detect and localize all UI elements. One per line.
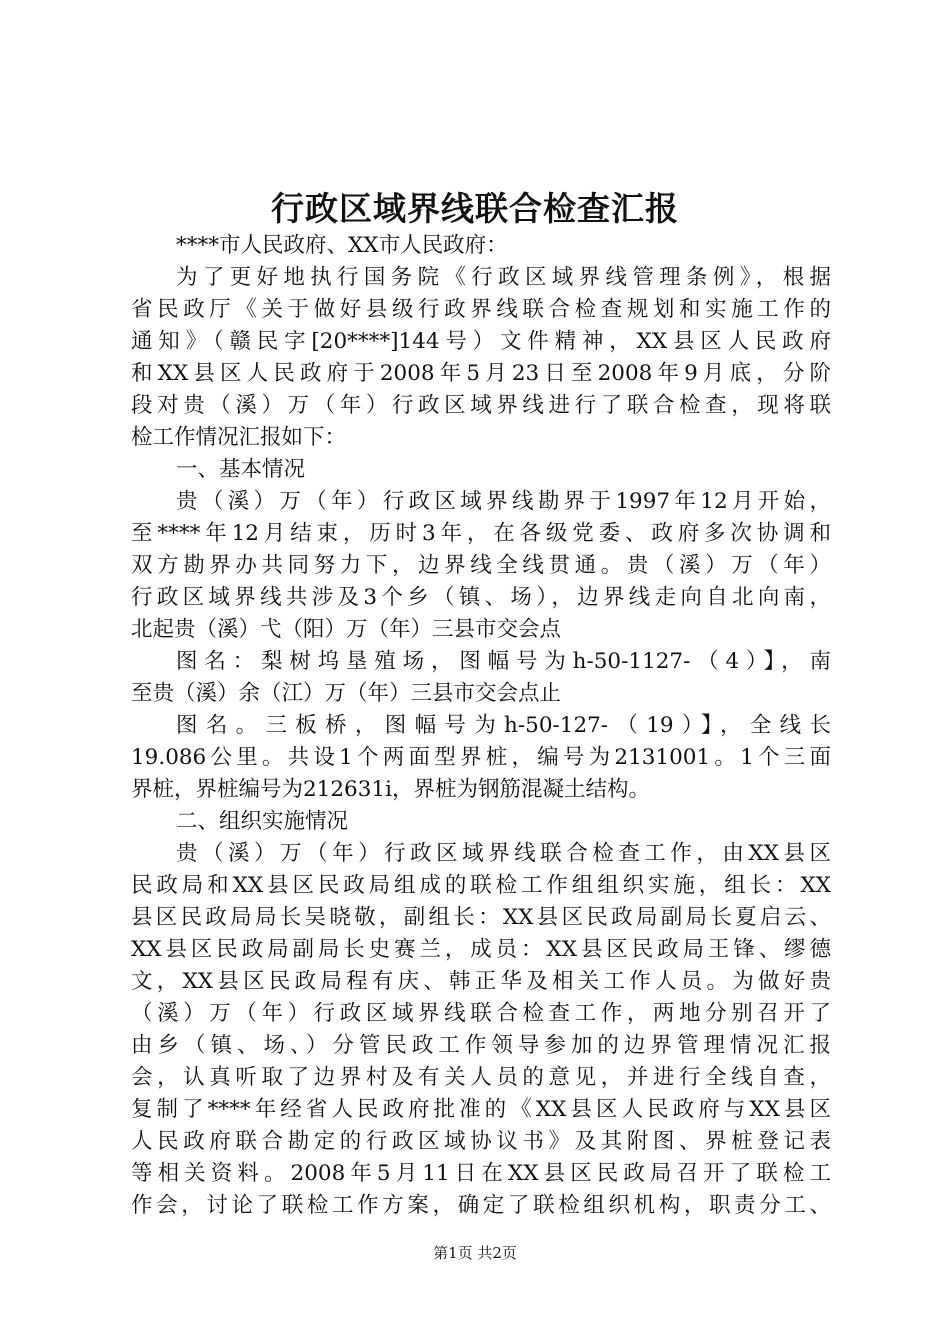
paragraph-line: 复制了****年经省人民政府批准的《XX县区人民政府与XX县区 [131, 1097, 831, 1122]
section-heading-org [131, 806, 831, 838]
intro-paragraph [131, 262, 831, 454]
section-heading: 二、组织实施情况 [176, 809, 349, 834]
paragraph-line: 北起贵（溪）弋（阳）万（年）三县市交会点 [131, 617, 562, 642]
paragraph-line: 作会，讨论了联检工作方案，确定了联检组织机构，职责分工、 [131, 1193, 831, 1218]
paragraph-line: 人民政府联合勘定的行政区域协议书》及其附图、界桩登记表 [131, 1129, 831, 1154]
paragraph-line: XX县区民政局副局长史赛兰，成员：XX县区民政局王锋、缪德 [131, 937, 831, 962]
section-heading-basic [131, 454, 831, 486]
paragraph-line: 县区民政局局长吴晓敬，副组长：XX县区民政局副局长夏启云、 [131, 905, 831, 930]
paragraph-line: 文，XX县区民政局程有庆、韩正华及相关工作人员。为做好贵 [131, 969, 831, 994]
org-paragraph [131, 838, 831, 1222]
paragraph-line: 段对贵（溪）万（年）行政区域界线进行了联合检查，现将联 [131, 393, 831, 418]
paragraph-line: 和XX县区人民政府于2008年5月23日至2008年9月底，分阶 [131, 361, 831, 386]
basic-paragraph [131, 486, 831, 646]
paragraph-line: 至****年12月结束，历时3年，在各级党委、政府多次协调和 [131, 521, 831, 546]
map1-paragraph [131, 646, 831, 710]
paragraph-line: 会，认真听取了边界村及有关人员的意见，并进行全线自查， [131, 1065, 831, 1090]
paragraph-line: 由乡（镇、场、）分管民政工作领导参加的边界管理情况汇报 [131, 1033, 831, 1058]
salutation-line: ****市人民政府、XX市人民政府： [176, 233, 508, 258]
paragraph-line: 图名。三板桥，图幅号为h-50-127-（19）】，全线长 [176, 713, 831, 738]
document-body [131, 230, 831, 1222]
paragraph-line: 贵（溪）万（年）行政区域界线联合检查工作，由XX县区 [176, 841, 831, 866]
paragraph-line: 等相关资料。2008年5月11日在XX县区民政局召开了联检工 [131, 1161, 831, 1186]
paragraph-line: 贵（溪）万（年）行政区域界线勘界于1997年12月开始， [176, 489, 831, 514]
paragraph-line: 19.086公里。共设1个两面型界桩，编号为2131001。1个三面 [131, 745, 831, 770]
paragraph-line: 民政局和XX县区民政局组成的联检工作组组织实施，组长：XX [131, 873, 831, 898]
paragraph-line: 双方勘界办共同努力下，边界线全线贯通。贵（溪）万（年） [131, 553, 831, 578]
paragraph-line: 至贵（溪）余（江）万（年）三县市交会点止 [131, 681, 562, 706]
paragraph-line: 界桩，界桩编号为212631i，界桩为钢筋混凝土结构。 [131, 777, 650, 802]
map2-paragraph [131, 710, 831, 806]
paragraph-line: 为了更好地执行国务院《行政区域界线管理条例》，根据 [176, 265, 831, 290]
paragraph-line: 图名：梨树坞垦殖场，图幅号为h-50-1127-（4）】，南 [176, 649, 831, 674]
paragraph-line: 省民政厅《关于做好县级行政界线联合检查规划和实施工作的 [131, 297, 831, 322]
paragraph-line: 通知》（赣民字[20****]144号）文件精神，XX县区人民政府 [131, 329, 831, 354]
paragraph-line: （溪）万（年）行政区域界线联合检查工作，两地分别召开了 [131, 1001, 831, 1026]
page-footer: 第1页 共2页 [433, 1244, 517, 1262]
salutation [131, 230, 831, 262]
paragraph-line: 行政区域界线共涉及3个乡（镇、场），边界线走向自北向南， [131, 585, 831, 610]
section-heading: 一、基本情况 [176, 457, 306, 482]
paragraph-line: 检工作情况汇报如下： [131, 425, 347, 450]
document-title: 行政区域界线联合检查汇报 [271, 189, 679, 228]
